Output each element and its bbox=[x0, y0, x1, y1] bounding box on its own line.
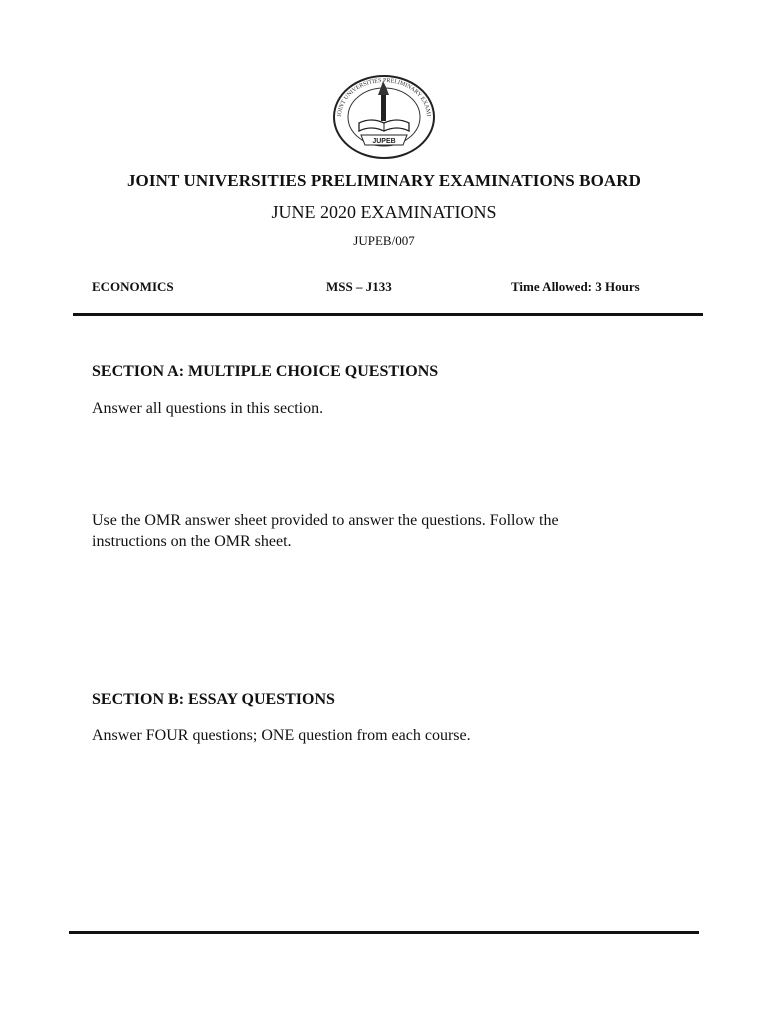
exam-code: JUPEB/007 bbox=[353, 233, 415, 248]
header-divider bbox=[73, 313, 703, 316]
seal-banner-text: JUPEB bbox=[372, 138, 396, 145]
seal-ring-text: JOINT UNIVERSITIES PRELIMINARY EXAMI bbox=[336, 77, 432, 118]
paper-code: MSS – J133 bbox=[326, 279, 392, 294]
jupeb-seal-icon bbox=[331, 73, 437, 161]
board-title: JOINT UNIVERSITIES PRELIMINARY EXAMINATIONS BOARD bbox=[126, 171, 642, 190]
section-a-omr-instruction bbox=[92, 510, 652, 552]
omr-line-1: Use the OMR answer sheet provided to answer the questions. Follow the bbox=[92, 512, 559, 529]
section-a-heading: SECTION A: MULTIPLE CHOICE QUESTIONS bbox=[92, 363, 439, 380]
exam-title: JUNE 2020 EXAMINATIONS bbox=[271, 202, 497, 222]
section-a-instruction: Answer all questions in this section. bbox=[92, 400, 324, 417]
subject-label: ECONOMICS bbox=[92, 279, 174, 294]
time-allowed: Time Allowed: 3 Hours bbox=[511, 279, 640, 294]
omr-line-2: instructions on the OMR sheet. bbox=[92, 533, 292, 550]
footer-divider bbox=[69, 931, 699, 934]
section-b-heading: SECTION B: ESSAY QUESTIONS bbox=[92, 691, 335, 708]
section-b-instruction: Answer FOUR questions; ONE question from each course. bbox=[92, 727, 471, 744]
